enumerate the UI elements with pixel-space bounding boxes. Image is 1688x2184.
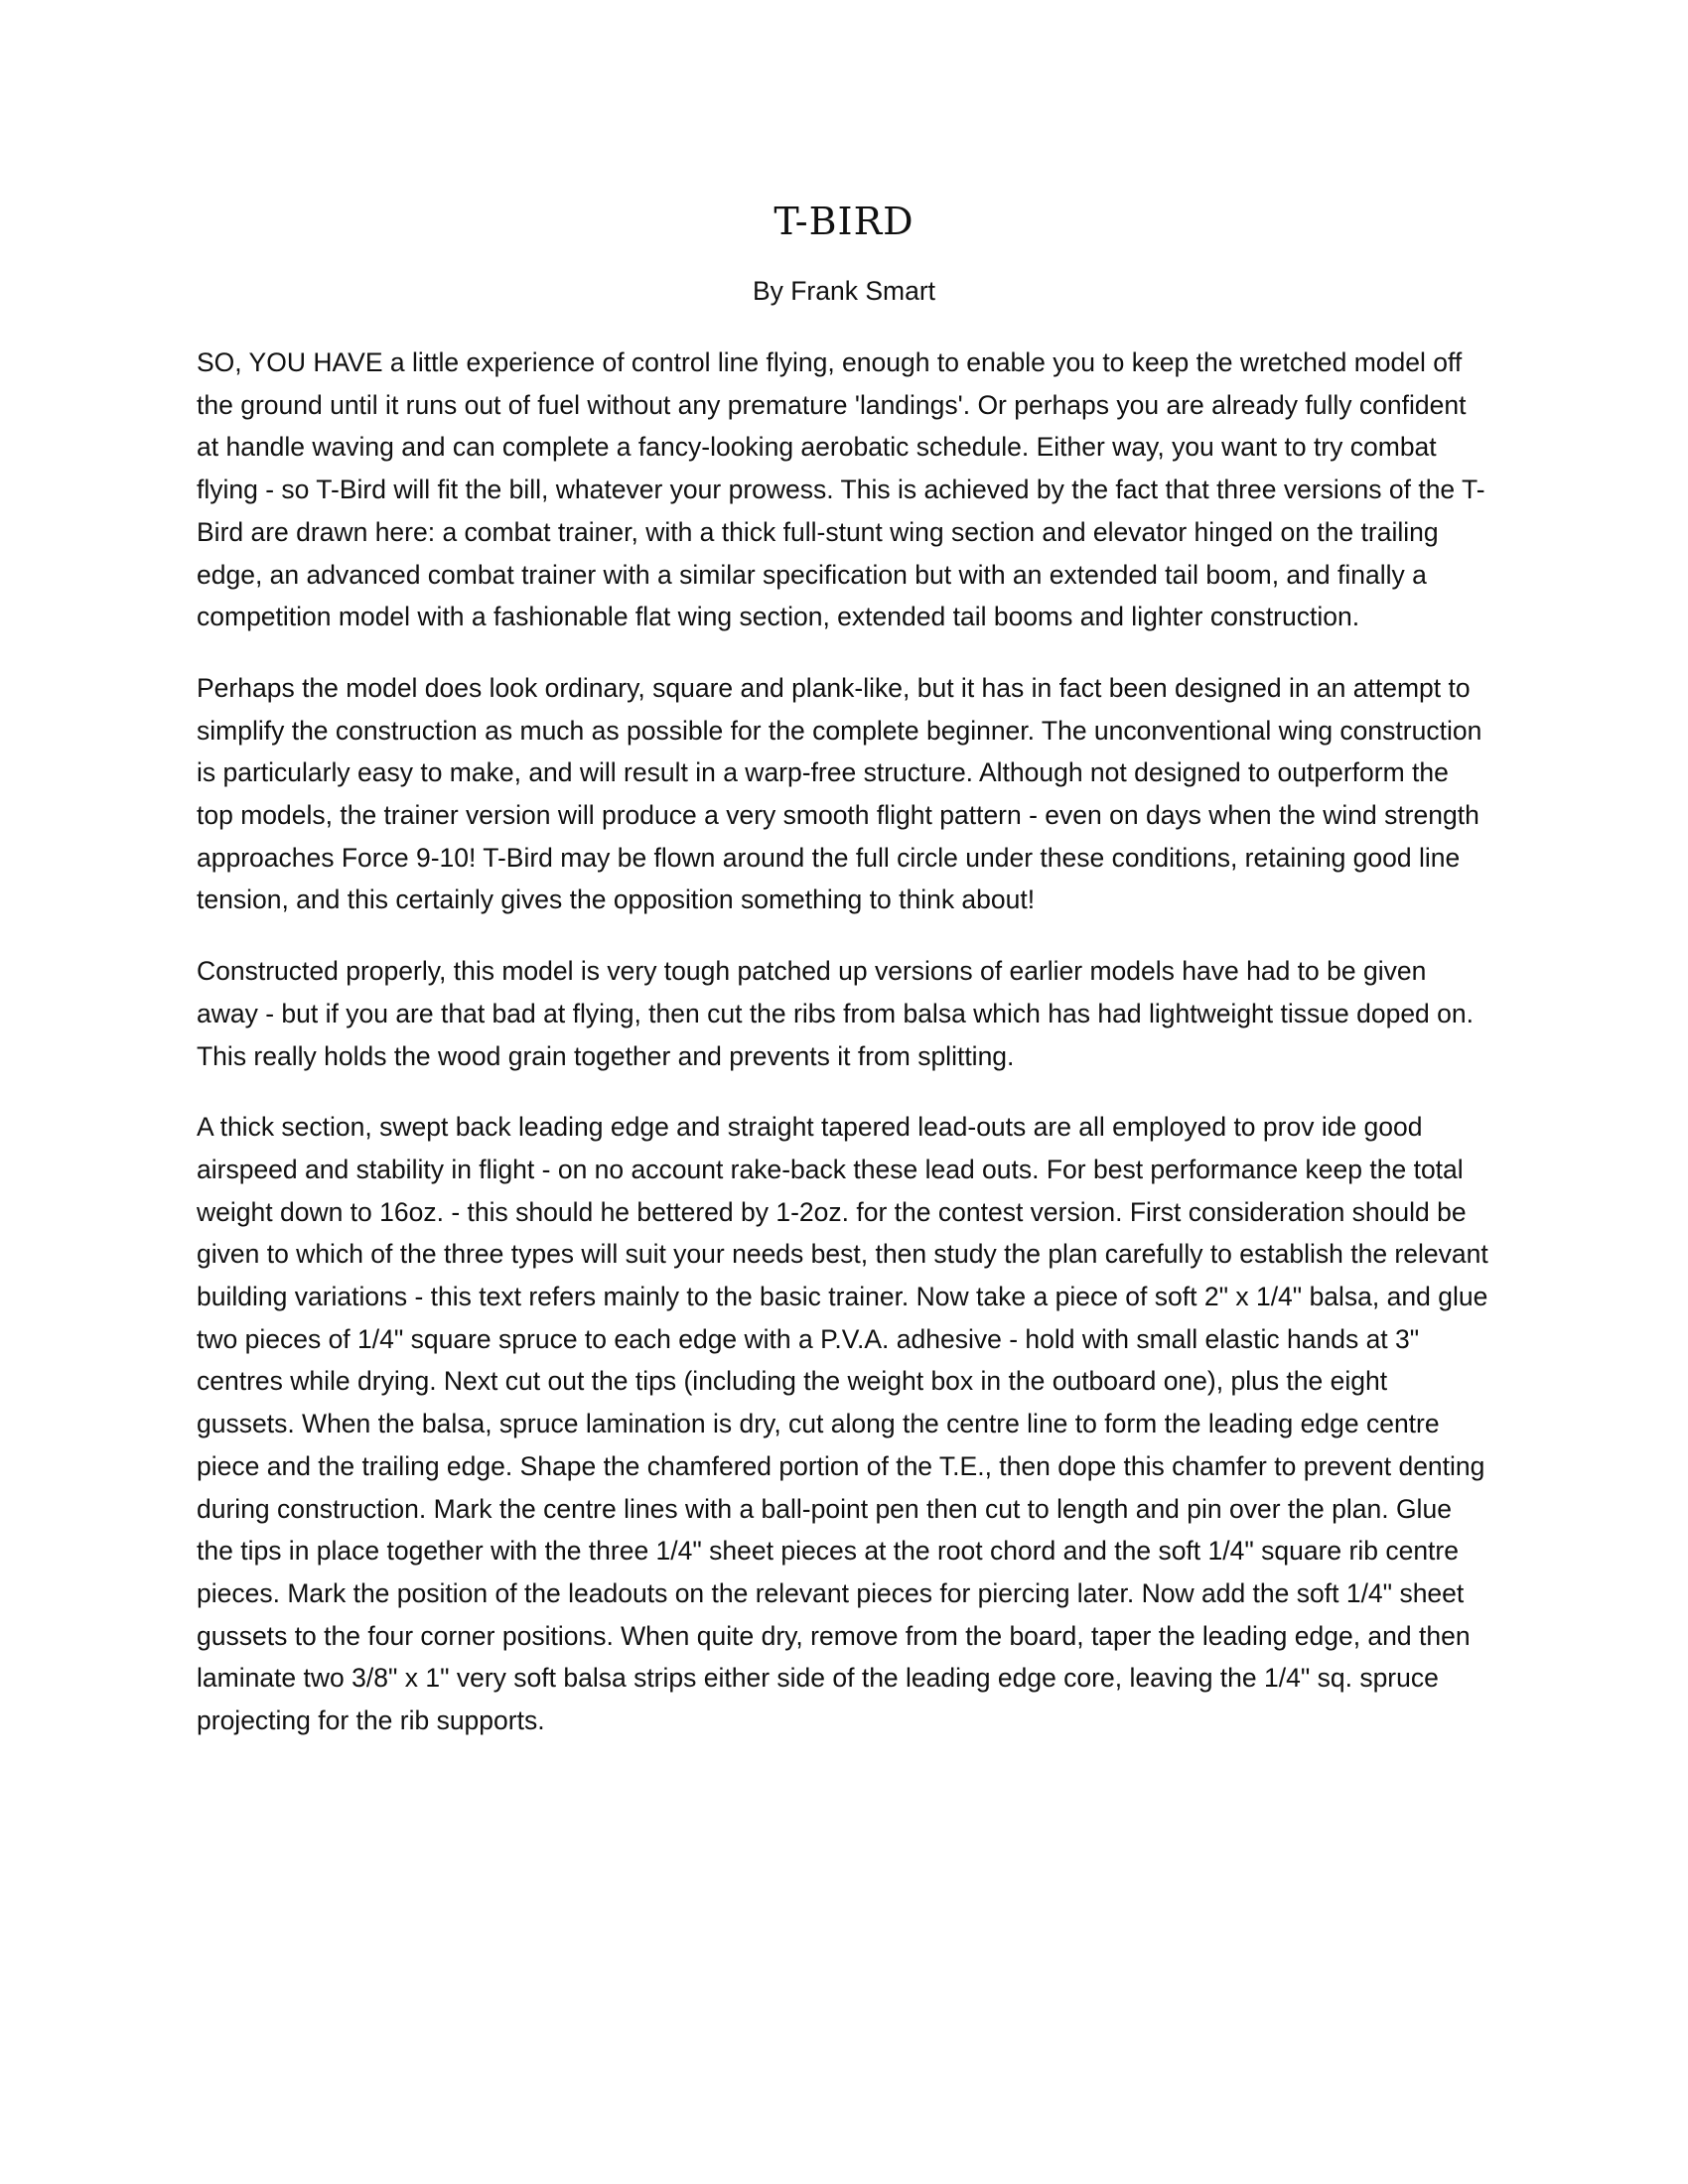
paragraph-intro: SO, YOU HAVE a little experience of control line flying, enough to enable you to keep the wretched model off the ground until it runs out of fuel without any premature 'landings'. Or perhaps you are already fully confident at handle waving and can complete a fancy-looking aerobatic schedule. Either way, you want to try combat flying - so T-Bird will fit the bill, whatever your prowess. This is achieved by the fact that three versions of the T-Bird are drawn here: a combat trainer, with a thick full-stunt wing section and elevator hinged on the trailing edge, an advanced combat trainer with a similar specification but with an extended tail boom, and finally a competition model with a fashionable flat wing section, extended tail booms and lighter construction. xyxy=(197,347,1485,632)
paragraph-design: Perhaps the model does look ordinary, square and plank-like, but it has in fact been designed in an attempt to simplify the construction as much as possible for the complete beginner. The unconventional wing construction is particularly easy to make, and will result in a warp-free structure. Although not designed to outperform the top models, the trainer version will produce a very smooth flight pattern - even on days when the wind strength approaches Force 9-10! T-Bird may be flown around the full circle under these conditions, retaining good line tension, and this certainly gives the opposition something to think about! xyxy=(197,672,1482,915)
author-byline: By Frank Smart xyxy=(752,276,936,306)
paragraph-toughness: Constructed properly, this model is very tough patched up versions of earlier models have had to be given away - but if you are that bad at flying, then cut the ribs from balsa which has had lightweight tissue doped on. This really holds the wood grain together and prevents it from splitting. xyxy=(197,956,1475,1071)
paragraph-construction: A thick section, swept back leading edge and straight tapered lead-outs are all employed to prov ide good airspeed and stability in flight - on no account rake-back these lead outs. For best performance keep the total weight down to 16oz. - this should he bettered by 1-2oz. for the contest version. First consideration should be given to which of the three types will suit your needs best, then study the plan carefully to establish the relevant building variations - this text refers mainly to the basic trainer. Now take a piece of soft 2" x 1/4" balsa, and glue two pieces of 1/4" square spruce to each edge with a P.V.A. adhesive - hold with small elastic hands at 3" centres while drying. Next cut out the tips (including the weight box in the outboard one), plus the eight gussets. When the balsa, spruce lamination is dry, cut along the centre line to form the leading edge centre piece and the trailing edge. Shape the chamfered portion of the T.E., then dope this chamfer to prevent denting during construction. Mark the centre lines with a ball-point pen then cut to length and pin over the plan. Glue the tips in place together with the three 1/4" sheet pieces at the root chord and the soft 1/4" square rib centre pieces. Mark the position of the leadouts on the relevant pieces for piercing later. Now add the soft 1/4" sheet gussets to the four corner positions. When quite dry, remove from the board, taper the leading edge, and then laminate two 3/8" x 1" very soft balsa strips either side of the leading edge core, leaving the 1/4" sq. spruce projecting for the rib supports. xyxy=(197,1112,1488,1736)
document-page xyxy=(197,199,1491,1771)
document-title: T-BIRD xyxy=(774,200,914,243)
